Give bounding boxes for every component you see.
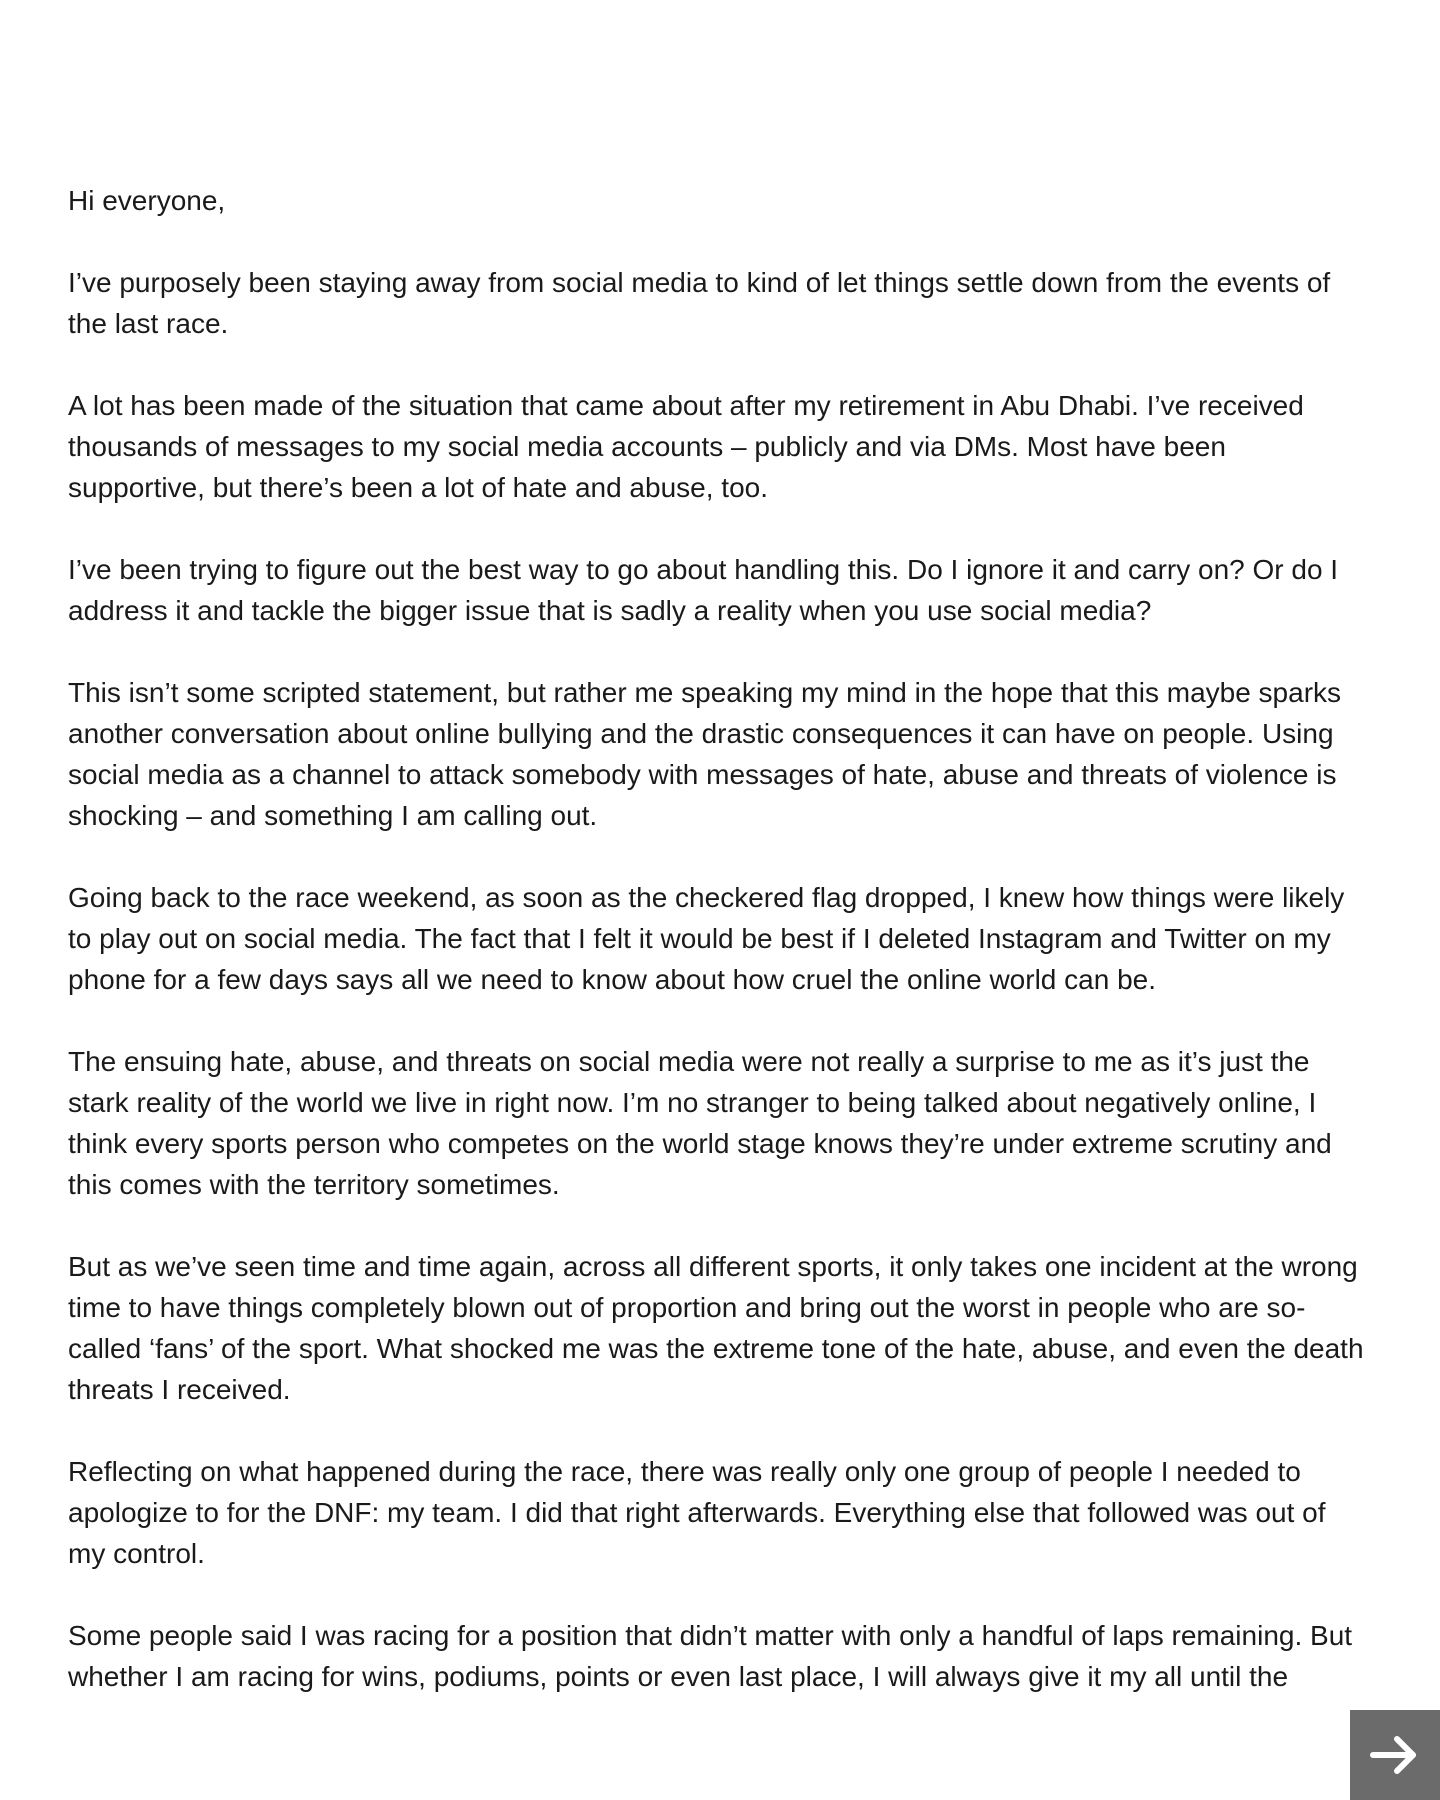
letter-body [68,180,1368,1738]
letter-paragraph: I’ve purposely been staying away from social media to kind of let things settle down from the events of the last race. [68,267,1331,339]
arrow-right-icon [1367,1727,1423,1783]
letter-paragraph: I’ve been trying to figure out the best way to go about handling this. Do I ignore it and carry on? Or do I address it and tackle the bigger issue that is sadly a reality when you use social media? [68,554,1339,626]
letter-paragraph: Going back to the race weekend, as soon as the checkered flag dropped, I knew how things were likely to play out on social media. The fact that I felt it would be best if I deleted Instagram and Twitter on my phone for a few days says all we need to know about how cruel the online world can be. [68,882,1345,995]
letter-paragraph: The ensuing hate, abuse, and threats on social media were not really a surprise to me as it’s just the stark reality of the world we live in right now. I’m no stranger to being talked about negatively online, I think every sports person who competes on the world stage knows they’re under extreme scrutiny and this comes with the territory sometimes. [68,1046,1332,1200]
next-page-button[interactable] [1350,1710,1440,1800]
letter-paragraph: Reflecting on what happened during the race, there was really only one group of people I needed to apologize to for the DNF: my team. I did that right afterwards. Everything else that followed was out of my control. [68,1456,1326,1569]
letter-greeting: Hi everyone, [68,185,226,216]
letter-paragraph: But as we’ve seen time and time again, across all different sports, it only takes one incident at the wrong time to have things completely blown out of proportion and bring out the worst in people who are so-called ‘fans’ of the sport. What shocked me was the extreme tone of the hate, abuse, and even the death threats I received. [68,1251,1364,1405]
letter-paragraph: Some people said I was racing for a position that didn’t matter with only a handful of laps remaining. But whether I am racing for wins, podiums, points or even last place, I will always give it my all until the [68,1620,1353,1692]
letter-paragraph: This isn’t some scripted statement, but rather me speaking my mind in the hope that this maybe sparks another conversation about online bullying and the drastic consequences it can have on people. Using social media as a channel to attack somebody with messages of hate, abuse and threats of violence is shocking – and something I am calling out. [68,677,1342,831]
letter-paragraph: A lot has been made of the situation that came about after my retirement in Abu Dhabi. I’ve received thousands of messages to my social media accounts – publicly and via DMs. Most have been supportive, but there’s been a lot of hate and abuse, too. [68,390,1304,503]
